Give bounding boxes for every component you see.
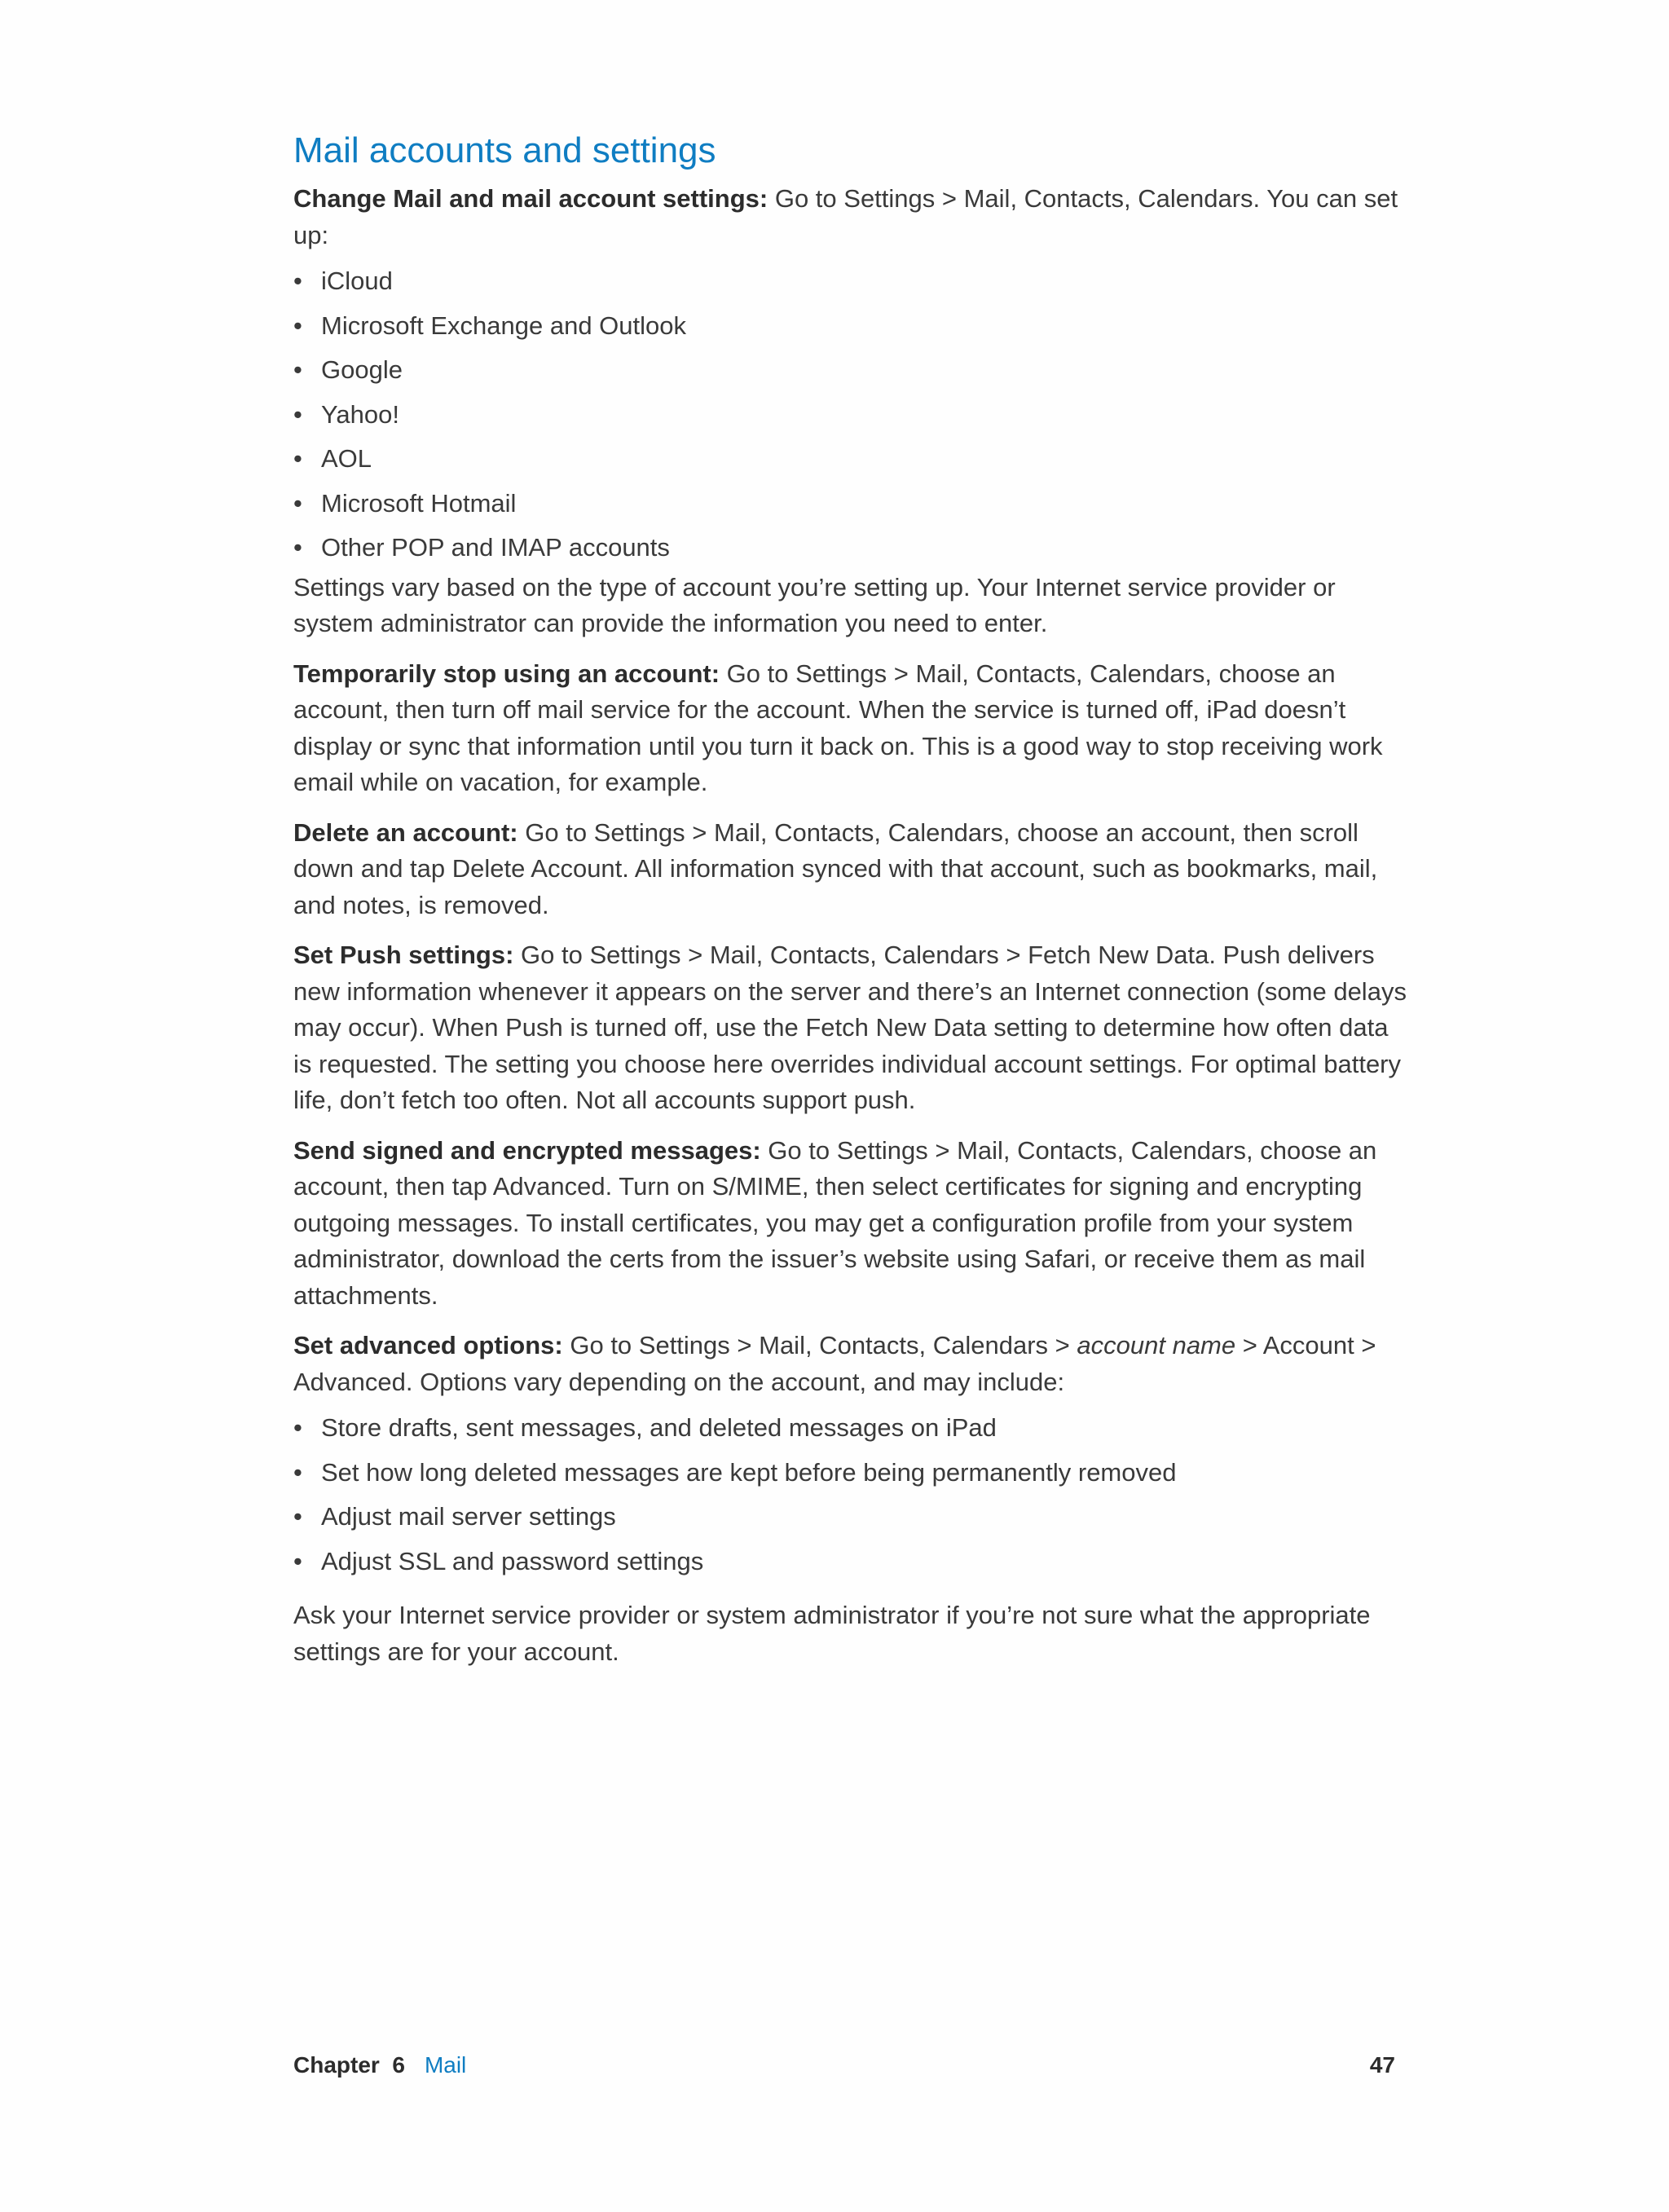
list-item [293, 1544, 1410, 1580]
list-item-text: Microsoft Hotmail [321, 488, 517, 518]
list-item-text: Adjust mail server settings [321, 1502, 616, 1531]
advanced-options-text-before: Go to Settings > Mail, Contacts, Calendars > [562, 1331, 1077, 1359]
list-item [293, 1455, 1410, 1492]
signed-encrypted-text: Go to Settings > Mail, Contacts, Calendars, choose an account, then tap Advanced. Turn on S/MIME, then select certificates for signing and encrypting outgoing messages. To install certificates, you may get a configuration profile from your system administrator, download the certs from the issuer’s website using Safari, or receive them as mail attachments. [293, 1135, 1377, 1310]
delete-account-lead: Delete an account: [293, 817, 518, 847]
list-item-text: Adjust SSL and password settings [321, 1546, 704, 1575]
page-number: 47 [1369, 2052, 1395, 2078]
bullet-icon: • [293, 1502, 302, 1531]
temporarily-stop-lead: Temporarily stop using an account: [293, 659, 720, 688]
list-item [293, 441, 1410, 478]
bullet-icon: • [293, 267, 302, 295]
delete-account-paragraph [293, 815, 1410, 924]
bullet-icon: • [293, 1546, 302, 1575]
list-item [293, 486, 1410, 522]
advanced-options-lead: Set advanced options: [293, 1331, 563, 1359]
list-item [293, 308, 1410, 345]
list-item-text: Google [321, 355, 403, 384]
list-item-text: Set how long deleted messages are kept before being permanently removed [321, 1457, 1177, 1487]
account-types-list [293, 263, 1410, 566]
temporarily-stop-paragraph [293, 656, 1410, 801]
list-item [293, 1410, 1410, 1447]
bullet-icon: • [293, 1413, 302, 1442]
list-item [293, 530, 1410, 566]
signed-encrypted-lead: Send signed and encrypted messages: [293, 1135, 761, 1165]
advanced-options-list [293, 1410, 1410, 1580]
bullet-icon: • [293, 488, 302, 518]
intro-paragraph [293, 181, 1410, 253]
bullet-icon: • [293, 355, 302, 384]
intro-text: Go to Settings > Mail, Contacts, Calendars. You can set up: [293, 184, 1398, 249]
bullet-icon: • [293, 311, 302, 340]
list-item-text: AOL [321, 444, 372, 473]
section-title: Mail accounts and settings [293, 130, 716, 170]
chapter-label: Chapter 6 [293, 2052, 405, 2078]
chapter-name-link[interactable]: Mail [424, 2052, 467, 2078]
push-settings-text: Go to Settings > Mail, Contacts, Calendars > Fetch New Data. Push delivers new information whenever it appears on the server and there’s an Internet connection (some delays may occur). When Push is turned off, use the Fetch New Data setting to determine how often data is requested. The setting you choose here overrides individual account settings. For optimal battery life, don’t fetch too often. Not all accounts support push. [293, 941, 1407, 1114]
list-item-text: iCloud [321, 267, 393, 295]
signed-encrypted-paragraph [293, 1133, 1410, 1315]
page-footer [293, 2049, 1395, 2082]
settings-vary-paragraph: Settings vary based on the type of account you’re setting up. Your Internet service provider or system administrator can provide the information you need to enter. [293, 572, 1336, 637]
temporarily-stop-text: Go to Settings > Mail, Contacts, Calendars, choose an account, then turn off mail service for the account. When the service is turned off, iPad doesn’t display or sync that information until you turn it back on. This is a good way to stop receiving work email while on vacation, for example. [293, 659, 1383, 796]
bullet-icon: • [293, 533, 302, 562]
list-item [293, 397, 1410, 434]
push-settings-paragraph [293, 937, 1410, 1119]
advanced-options-text-after: > Account > Advanced. Options vary depending on the account, and may include: [293, 1331, 1376, 1396]
closing-paragraph: Ask your Internet service provider or system administrator if you’re not sure what the appropriate settings are for your account. [293, 1601, 1371, 1666]
advanced-options-paragraph [293, 1328, 1410, 1400]
delete-account-text: Go to Settings > Mail, Contacts, Calendars, choose an account, then scroll down and tap Delete Account. All information synced with that account, such as bookmarks, mail, and notes, is removed. [293, 817, 1378, 919]
advanced-options-italic: account name [1077, 1331, 1236, 1359]
bullet-icon: • [293, 1457, 302, 1487]
page-content [293, 122, 1410, 1670]
list-item-text: Store drafts, sent messages, and deleted messages on iPad [321, 1413, 997, 1442]
list-item-text: Microsoft Exchange and Outlook [321, 311, 687, 340]
bullet-icon: • [293, 444, 302, 473]
list-item [293, 263, 1410, 300]
list-item-text: Other POP and IMAP accounts [321, 533, 670, 562]
intro-lead: Change Mail and mail account settings: [293, 184, 768, 213]
bullet-icon: • [293, 399, 302, 429]
push-settings-lead: Set Push settings: [293, 941, 514, 969]
list-item [293, 1499, 1410, 1536]
list-item [293, 352, 1410, 389]
list-item-text: Yahoo! [321, 399, 399, 429]
